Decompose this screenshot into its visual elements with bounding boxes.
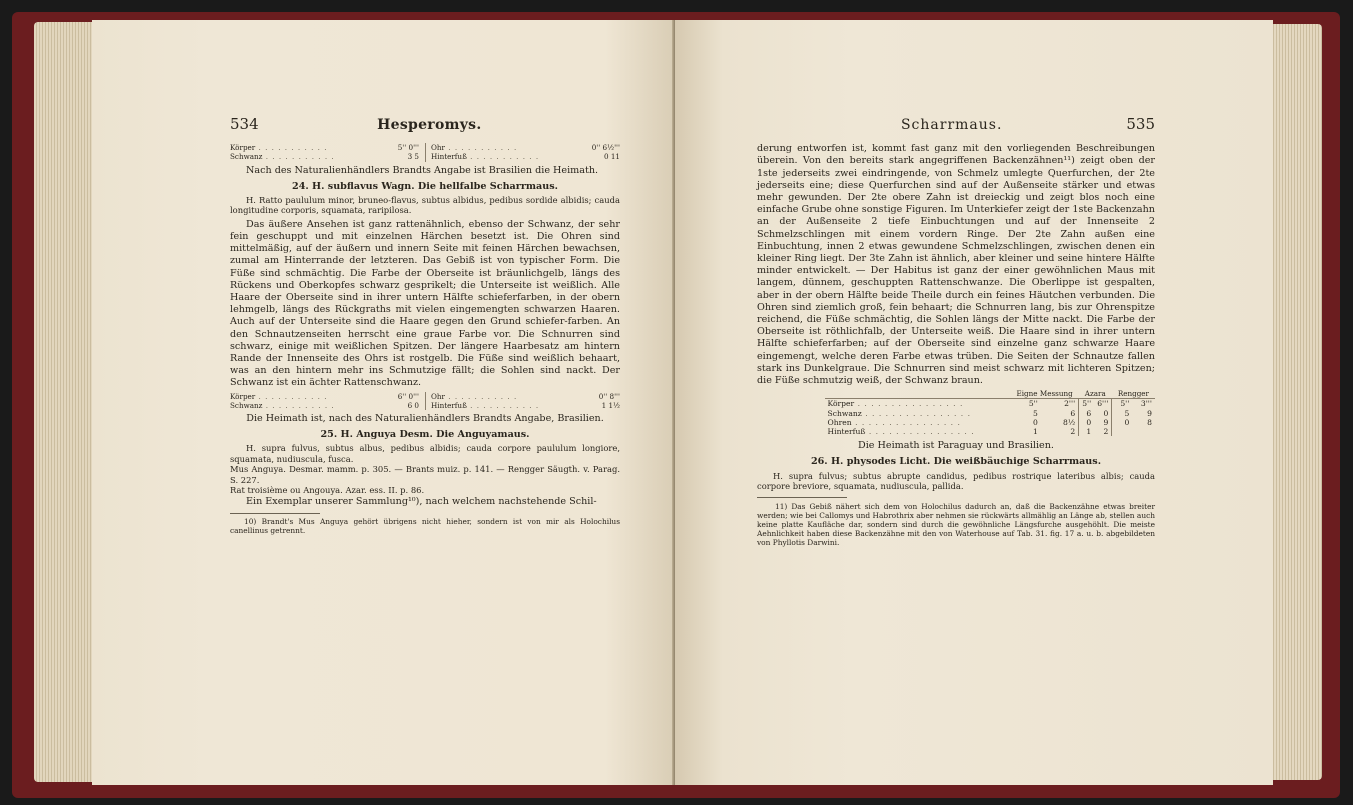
cell: 1 (1079, 427, 1095, 436)
table-row (825, 409, 1155, 418)
table-row (825, 418, 1155, 427)
latin-diagnosis: H. supra fulvus, subtus albus, pedibus albidis; cauda corpore paululum longiore, squamata, nudiuscula, fusca. (230, 443, 620, 464)
meas-label: Schwanz . . . (230, 401, 335, 410)
cell: 5 (1112, 409, 1133, 418)
cell: 5'' (1028, 399, 1038, 409)
row-label: Körper . . . (825, 399, 1011, 409)
meas-value: 6'' 0''' (397, 391, 419, 401)
species-heading: 24. H. subflavus Wagn. Die hellfalbe Scharrmaus. (292, 180, 558, 192)
cell: 1 (1033, 427, 1038, 437)
cell (1112, 427, 1133, 436)
footnote: 11) Das Gebiß nähert sich dem von Holochilus dadurch an, daß die Backenzähne etwas breiter werden; wie bei Callomys und Habrothrix aber nehmen sie rückwärts allmählig an Länge ab, stellen auch keine platte Kaufläche dar, sondern sind durch die gewöhnliche Längsfurche ausgehöhlt. Die meiste Aehnlichkeit haben diese Backenzähne mit den von Waterhouse auf Tab. 31. fig. 17 a. u. b. abgebildeten von Phyllotis Darwini. (757, 501, 1155, 548)
measurement-table-1 (230, 143, 620, 161)
footnote-rule (230, 513, 320, 514)
cell: 9 (1103, 417, 1109, 427)
left-page-number: 534 (230, 115, 259, 133)
cell: 6''' (1097, 399, 1109, 409)
row-label: Hinterfuß . . . (825, 427, 1011, 436)
cell: 5'' (1112, 399, 1133, 409)
cell: 2 (1103, 427, 1109, 437)
cell: 2 (1070, 427, 1076, 437)
synonymy: Rat troisième ou Angouya. Azar. ess. II. p. 86. (230, 485, 425, 496)
column-header: Azara (1079, 389, 1112, 399)
cell: 6 (1070, 408, 1076, 418)
left-page (92, 20, 675, 785)
cell: 5'' (1079, 399, 1095, 409)
paragraph: Nach des Naturalienhändlers Brandts Angabe ist Brasilien die Heimath. (246, 164, 599, 176)
row-label: Schwanz . . . (825, 409, 1011, 418)
right-running-title: Scharrmaus. (900, 117, 1003, 133)
paragraph: Die Heimath ist Paraguay und Brasilien. (858, 440, 1054, 452)
cell: 6 (1079, 409, 1095, 418)
meas-label: Hinterfuß . . . (431, 401, 539, 410)
meas-value: 0 11 (603, 152, 620, 162)
right-page-content (757, 115, 1155, 548)
meas-value: 3 5 (407, 152, 419, 162)
species-heading: 26. H. physodes Licht. Die weißbäuchige Scharrmaus. (810, 456, 1102, 468)
cell: 8 (1147, 417, 1152, 427)
meas-value: 1 1½ (601, 400, 620, 410)
column-header: Eigne Messung (1011, 389, 1079, 399)
meas-label: Hinterfuß . . . (431, 152, 539, 161)
meas-label: Schwanz . . . (230, 152, 335, 161)
meas-value: 0'' 6½''' (591, 143, 620, 153)
left-page-content (230, 115, 620, 535)
table-row (825, 399, 1155, 409)
latin-diagnosis: H. supra fulvus; subtus abrupte candidus, pedibus rostrique lateribus albis; cauda corpore breviore, squamata, nudiuscula, pallida. (757, 470, 1155, 492)
column-header: Rengger (1112, 389, 1155, 399)
paragraph: Das äußere Ansehen ist ganz rattenähnlich, ebenso der Schwanz, der sehr fein geschuppt und mit einzelnen Härchen besetzt ist. Die Ohren sind mittelmäßig, auf der äußern und innern Seite mit feinen Härchen bewachsen, zumal am Hinterrande der letzteren. Das Gebiß ist von typischer Form. Die Füße sind schmächtig. Die Farbe der Oberseite ist bräunlichgelb, längs des Rückens und Oberkopfes schwarz gesprikelt; die Unterseite ist weißlich. Alle Haare der Oberseite sind in ihrer untern Hälfte schieferfarben, in der obern lehmgelb, längs des Rückgraths mit vielen eingemengten schwarzen Haaren. Auch auf der Unterseite sind die Haare gegen den Grund schiefer-farben. An den Schnautzenseiten herrscht eine graue Farbe vor. Die Schnurren sind schwarz, einige mit weißlichen Spitzen. Der längere Haarbesatz am hintern Rande der Innenseite des Ohrs ist rostgelb. Die Füße sind weißlich behaart, was an den hintern mehr ins Schmutzige fällt; die Sohlen sind nackt. Der Schwanz ist ein ächter Rattenschwanz. (230, 218, 620, 389)
table-row (825, 427, 1155, 436)
meas-label: Ohr . . . (431, 143, 517, 152)
measurement-table-2 (230, 392, 620, 410)
meas-value: 5'' 0''' (397, 143, 419, 153)
meas-value: 0'' 8''' (598, 391, 620, 401)
cell: 3''' (1140, 399, 1152, 409)
page-edges-right (1270, 24, 1322, 780)
synonymy: Mus Anguya. Desmar. mamm. p. 305. — Brants muiz. p. 141. — Rengger Säugth. v. Parag. S. 227. (230, 464, 620, 485)
meas-label: Ohr . . . (431, 392, 517, 401)
cell: 5 (1033, 408, 1038, 418)
measurement-table-3 (825, 389, 1155, 436)
right-running-head (757, 115, 1155, 133)
latin-diagnosis: H. Ratto paululum minor, bruneo-flavus, subtus albidus, pedibus sordide albidis; cauda longitudine corporis, squamata, raripilosa. (230, 195, 620, 216)
right-page (675, 20, 1273, 785)
left-running-title: Hesperomys. (377, 117, 482, 133)
cell: 0 (1112, 418, 1133, 427)
cell: 8½ (1062, 417, 1076, 427)
paragraph: Ein Exemplar unserer Sammlung¹⁰), nach welchem nachstehende Schil- (246, 495, 597, 507)
cell: 9 (1147, 408, 1152, 418)
cell: 0 (1079, 418, 1095, 427)
right-page-number: 535 (1126, 115, 1155, 133)
left-running-head (230, 115, 620, 133)
species-heading: 25. H. Anguya Desm. Die Anguyamaus. (320, 429, 530, 441)
meas-label: Körper . . . (230, 392, 328, 401)
meas-value: 6 0 (407, 400, 419, 410)
page-edges-left (34, 22, 94, 782)
cell: 0 (1103, 408, 1109, 418)
row-label: Ohren . . . (825, 418, 1011, 427)
paragraph: Die Heimath ist, nach des Naturalienhändlers Brandts Angabe, Brasilien. (246, 413, 604, 425)
cell (1132, 427, 1155, 436)
cell: 2''' (1064, 399, 1076, 409)
footnote-rule (757, 497, 847, 498)
footnote: 10) Brandt's Mus Anguya gehört übrigens nicht hieher, sondern ist von mir als Holochilus canellinus getrennt. (230, 516, 620, 535)
paragraph: derung entworfen ist, kommt fast ganz mit den vorliegenden Beschreibungen überein. Von den bereits stark angegriffenen Backenzähnen¹¹) zeigt oben der 1ste jederseits zwei eindringende, von Schmelz umlegte Querfurchen, der 2te jederseits eine; diese Querfurchen sind auf der Außenseite stärker und etwas mehr gewunden. Der 2te obere Zahn ist dreieckig und zeigt blos noch eine einfache Grube ohne sonstige Figuren. Im Unterkiefer zeigt der 1ste Backenzahn an der Außenseite 2 tiefe Einbuchtungen und auf der Innenseite 2 Schmelzschlingen mit einem vordern Ringe. Der 2te Zahn außen eine Einbuchtung, innen 2 etwas gewundene Schmelzschlingen, zwischen denen ein kleiner Ring liegt. Der 3te Zahn ist ähnlich, aber kleiner und seine hintere Hälfte minder entwickelt. — Der Habitus ist ganz der einer gewöhnlichen Maus mit langem, dünnem, geschuppten Rattenschwanze. Die Oberlippe ist gespalten, aber in der obern Hälfte beide Theile durch ein feines Häutchen verbunden. Die Ohren sind ziemlich groß, fein behaart; die Schnurren lang, bis zur Ohrenspitze reichend, die Füße schmächtig, die Sohlen längs der Mitte nackt. Die Farbe der Oberseite ist röthlichfalb, der Unterseite weiß. Die Haare sind in ihrer untern Hälfte schieferfarben; auf der Oberseite sind einzelne ganz schwarze Haare eingemengt, welche deren Farbe etwas trüben. Die Seiten der Schnautze fallen stark ins Dunkelgraue. Die Schnurren sind meist schwarz mit lichteren Spitzen; die Füße schmutzig weiß, der Schwanz braun. (757, 143, 1155, 387)
meas-label: Körper . . . (230, 143, 328, 152)
cell: 0 (1033, 417, 1038, 427)
